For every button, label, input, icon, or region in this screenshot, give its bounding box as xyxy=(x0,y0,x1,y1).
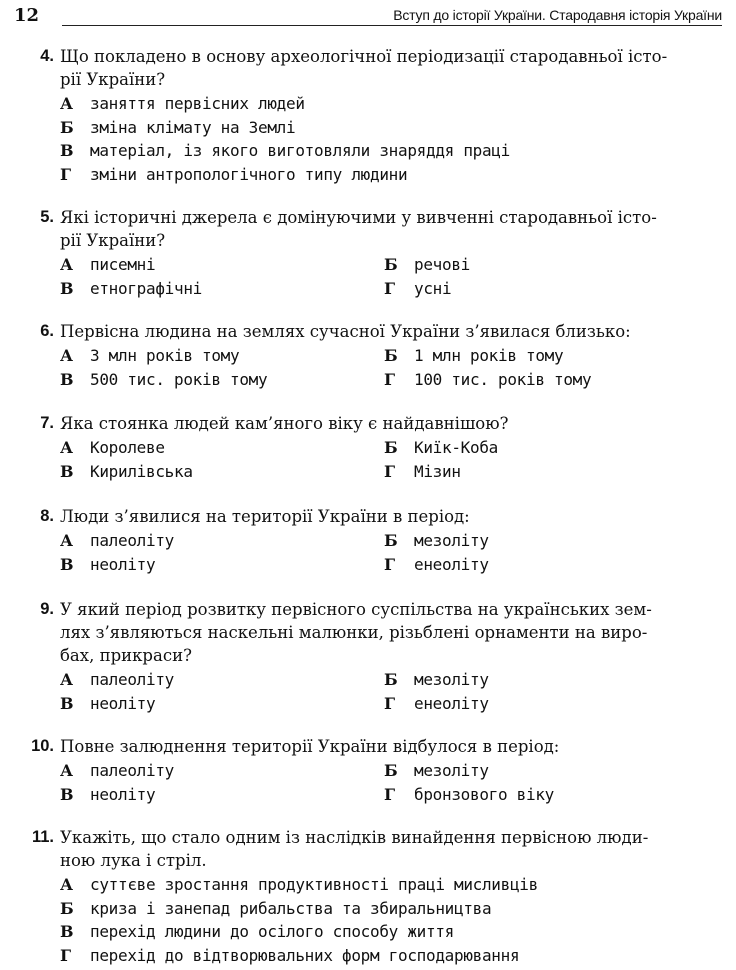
option-text: заняття первісних людей xyxy=(90,94,305,113)
option-text: Киїк-Коба xyxy=(414,438,498,457)
answer-options xyxy=(60,759,722,806)
option-text: палеоліту xyxy=(90,531,174,550)
option-letter: А xyxy=(60,346,73,365)
question-line: Яка стоянка людей кам’яного віку є найдавнішою? xyxy=(60,414,509,433)
option-text: 500 тис. років тому xyxy=(90,369,268,389)
answer-options xyxy=(60,529,722,576)
option-letter: А xyxy=(60,438,73,457)
question-line: Люди з’явилися на території України в період: xyxy=(60,507,470,526)
question-6 xyxy=(18,320,722,391)
option-letter: В xyxy=(60,278,74,298)
question-text xyxy=(18,206,722,252)
option-c xyxy=(60,277,384,301)
option-text: 3 млн років тому xyxy=(90,346,240,365)
option-d xyxy=(384,692,708,716)
answer-options xyxy=(60,668,722,715)
option-d xyxy=(384,368,708,392)
option-text: етнографічні xyxy=(90,278,202,298)
option-text: неоліту xyxy=(90,554,156,574)
question-number: 6. xyxy=(40,322,54,340)
answer-options xyxy=(60,873,722,967)
option-a xyxy=(60,436,384,460)
option-letter: Г xyxy=(60,164,71,184)
option-b xyxy=(384,436,708,460)
question-text xyxy=(18,320,722,343)
question-10 xyxy=(18,735,722,806)
option-letter: А xyxy=(60,94,73,113)
option-text: Кирилівська xyxy=(90,461,193,481)
question-4 xyxy=(18,45,722,186)
option-text: бронзового віку xyxy=(414,784,554,804)
option-d xyxy=(384,553,708,577)
question-number: 5. xyxy=(40,208,54,226)
option-c xyxy=(60,139,722,163)
option-a xyxy=(60,92,722,116)
option-a xyxy=(60,668,384,692)
option-letter: В xyxy=(60,141,74,160)
option-letter: В xyxy=(60,369,74,389)
option-b xyxy=(384,759,708,783)
answer-options xyxy=(60,436,722,483)
option-a xyxy=(60,759,384,783)
option-letter: А xyxy=(60,670,73,689)
option-a xyxy=(60,873,722,897)
header-rule xyxy=(62,25,722,26)
option-letter: Г xyxy=(384,784,395,804)
option-letter: Б xyxy=(384,255,398,274)
question-8 xyxy=(18,505,722,576)
option-text: писемні xyxy=(90,255,156,274)
option-letter: Г xyxy=(384,278,395,298)
option-text: мезоліту xyxy=(414,761,489,780)
question-text xyxy=(18,735,722,758)
option-text: палеоліту xyxy=(90,670,174,689)
question-number: 4. xyxy=(40,47,54,65)
option-text: зміни антропологічного типу людини xyxy=(90,164,408,184)
question-line: рії України? xyxy=(60,70,166,89)
option-letter: Б xyxy=(384,670,398,689)
option-letter: Б xyxy=(384,346,398,365)
option-text: усні xyxy=(414,278,452,298)
page-number: 12 xyxy=(14,5,40,26)
question-number: 8. xyxy=(40,507,54,525)
option-d xyxy=(60,944,722,968)
option-text: Мізин xyxy=(414,461,461,481)
option-letter: В xyxy=(60,461,74,481)
question-line: Первісна людина на землях сучасної України з’явилася близько: xyxy=(60,322,631,341)
option-text: неоліту xyxy=(90,693,156,713)
question-number: 11. xyxy=(31,828,54,846)
option-text: перехід людини до осілого способу життя xyxy=(90,922,454,941)
option-letter: Б xyxy=(384,761,398,780)
option-text: зміна клімату на Землі xyxy=(90,117,296,137)
option-c xyxy=(60,460,384,484)
option-text: енеоліту xyxy=(414,693,489,713)
question-text xyxy=(18,412,722,435)
question-line: Що покладено в основу археологічної періодизації стародавньої істо- xyxy=(60,47,668,66)
question-line: Повне залюднення території України відбулося в період: xyxy=(60,737,560,756)
option-text: Королеве xyxy=(90,438,165,457)
option-letter: Г xyxy=(384,461,395,481)
option-b xyxy=(60,116,722,140)
option-text: мезоліту xyxy=(414,531,489,550)
question-number: 10. xyxy=(31,737,54,755)
option-c xyxy=(60,368,384,392)
option-letter: А xyxy=(60,255,73,274)
option-d xyxy=(384,460,708,484)
question-line: У який період розвитку первісного суспільства на українських зем- xyxy=(60,600,652,619)
option-text: перехід до відтворювальних форм господарювання xyxy=(90,945,520,965)
option-a xyxy=(60,253,384,277)
option-text: мезоліту xyxy=(414,670,489,689)
question-text xyxy=(18,505,722,528)
option-c xyxy=(60,692,384,716)
option-c xyxy=(60,783,384,807)
option-letter: Б xyxy=(60,898,74,918)
option-letter: Г xyxy=(384,693,395,713)
option-letter: Б xyxy=(384,438,398,457)
question-line: рії України? xyxy=(60,231,166,250)
option-b xyxy=(60,897,722,921)
question-number: 7. xyxy=(40,414,54,432)
answer-options xyxy=(60,253,722,300)
question-5 xyxy=(18,206,722,300)
option-letter: В xyxy=(60,554,74,574)
option-letter: В xyxy=(60,784,74,804)
option-letter: А xyxy=(60,761,73,780)
option-d xyxy=(384,277,708,301)
option-letter: Г xyxy=(384,554,395,574)
page-header xyxy=(14,4,722,26)
option-text: 100 тис. років тому xyxy=(414,369,592,389)
option-text: неоліту xyxy=(90,784,156,804)
option-a xyxy=(60,529,384,553)
question-line: Які історичні джерела є домінуючими у вивченні стародавньої істо- xyxy=(60,208,657,227)
question-line: ною лука і стріл. xyxy=(60,851,207,870)
option-d xyxy=(60,163,722,187)
option-b xyxy=(384,253,708,277)
option-b xyxy=(384,668,708,692)
question-11 xyxy=(18,826,722,967)
option-text: енеоліту xyxy=(414,554,489,574)
running-title: Вступ до історії України. Стародавня історія України xyxy=(393,7,722,23)
option-letter: Б xyxy=(384,531,398,550)
answer-options xyxy=(60,92,722,186)
option-text: матеріал, із якого виготовляли знаряддя праці xyxy=(90,141,510,160)
answer-options xyxy=(60,344,722,391)
option-text: криза і занепад рибальства та збиральництва xyxy=(90,898,492,918)
option-text: речові xyxy=(414,255,470,274)
option-letter: В xyxy=(60,922,74,941)
question-text xyxy=(18,598,722,667)
option-letter: А xyxy=(60,875,73,894)
option-c xyxy=(60,920,722,944)
option-letter: Г xyxy=(384,369,395,389)
option-letter: Б xyxy=(60,117,74,137)
question-7 xyxy=(18,412,722,483)
option-letter: Г xyxy=(60,945,71,965)
option-letter: А xyxy=(60,531,73,550)
question-line: лях з’являються наскельні малюнки, різьблені орнаменти на виро- xyxy=(60,623,648,642)
option-b xyxy=(384,529,708,553)
question-text xyxy=(18,45,722,91)
question-text xyxy=(18,826,722,872)
question-9 xyxy=(18,598,722,715)
option-b xyxy=(384,344,708,368)
question-number: 9. xyxy=(40,600,54,618)
option-text: палеоліту xyxy=(90,761,174,780)
question-line: Укажіть, що стало одним із наслідків винайдення первісною люди- xyxy=(60,828,649,847)
question-line: бах, прикраси? xyxy=(60,646,192,665)
option-text: 1 млн років тому xyxy=(414,346,564,365)
option-a xyxy=(60,344,384,368)
option-c xyxy=(60,553,384,577)
option-text: суттєве зростання продуктивності праці мисливців xyxy=(90,875,538,894)
option-d xyxy=(384,783,708,807)
option-letter: В xyxy=(60,693,74,713)
